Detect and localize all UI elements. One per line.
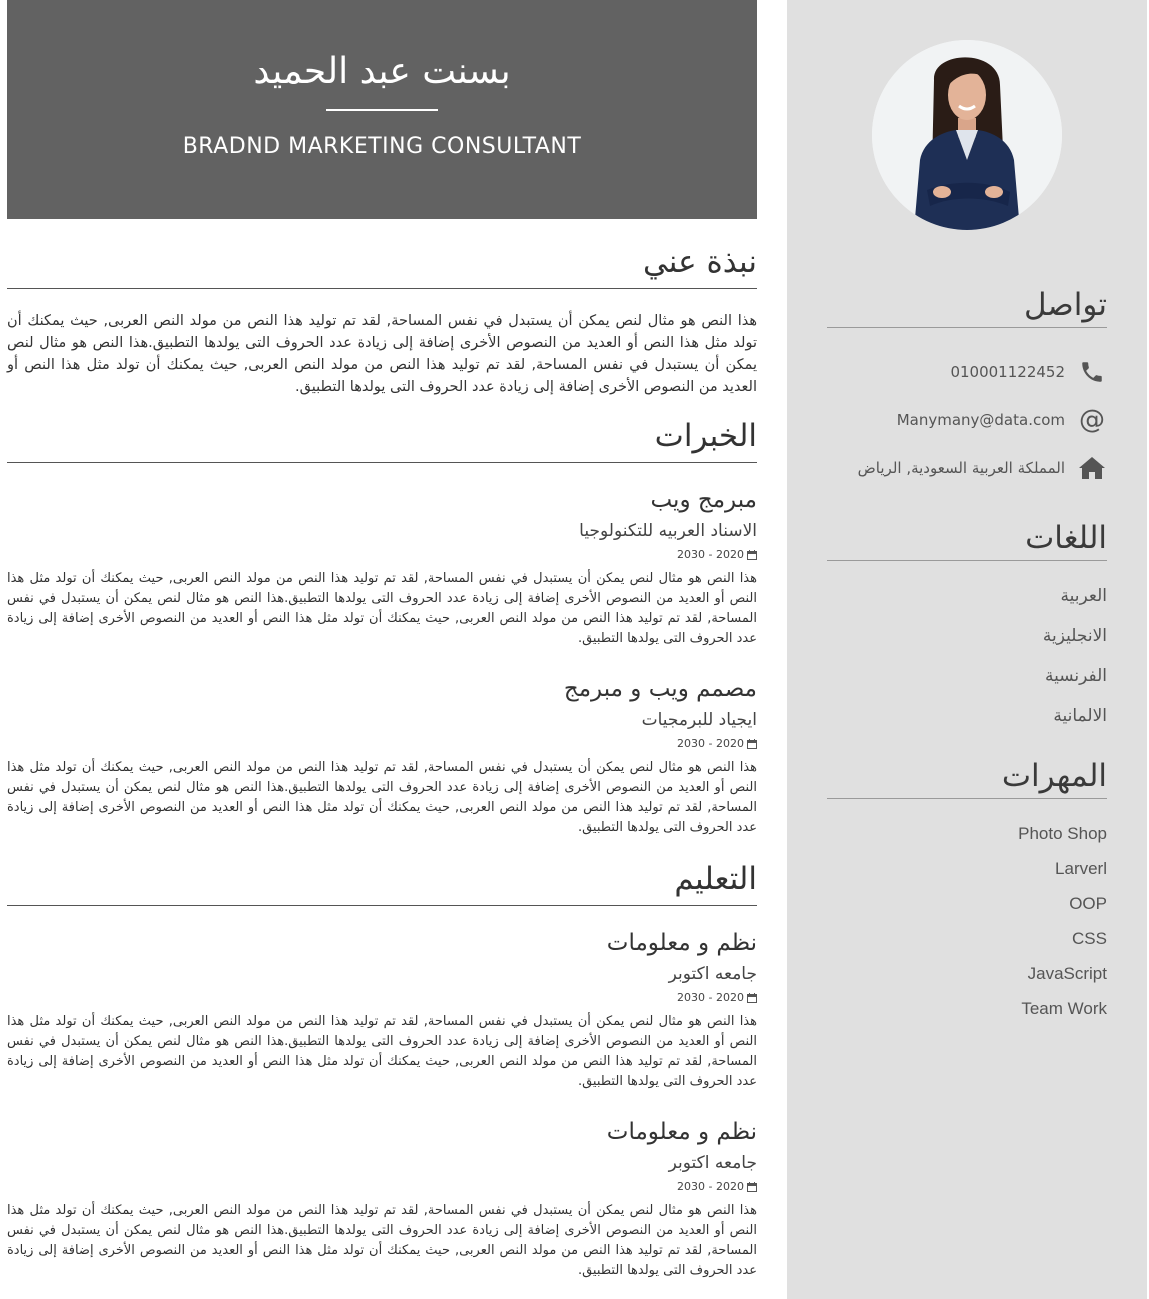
skill-item: Team Work [1021,999,1107,1018]
skill-item: JavaScript [1027,964,1107,983]
sidebar [787,0,1147,1299]
calendar-icon [747,1182,757,1192]
skill-item: Photo Shop [1018,824,1107,843]
person-photo-icon [872,40,1062,230]
date-range [7,734,757,754]
degree-title: نظم و معلومات [606,930,757,956]
education-description: هذا النص هو مثال لنص يمكن أن يستبدل في نفس المساحة, لقد تم توليد هذا النص من مولد النص العربى, حيث يمكنك أن تولد مثل هذا النص أو العديد من النصوص الأخرى إضافة إلى زيادة عدد الحروف التى يولدها التطبيق.هذا النص هو مثال لنص يمكن أن يستبدل في نفس المساحة, لقد تم توليد هذا النص من مولد النص العربى, حيث يمكنك أن تولد مثل هذا النص أو العديد من النصوص الأخرى إضافة إلى زيادة عدد الحروف التى يولدها التطبيق. [7,1203,757,1278]
date-text: 2020 - 2030 [677,1180,744,1193]
job-description: هذا النص هو مثال لنص يمكن أن يستبدل في نفس المساحة, لقد تم توليد هذا النص من مولد النص العربى, حيث يمكنك أن تولد مثل هذا النص أو العديد من النصوص الأخرى إضافة إلى زيادة عدد الحروف التى يولدها التطبيق.هذا النص هو مثال لنص يمكن أن يستبدل في نفس المساحة, لقد تم توليد هذا النص من مولد النص العربى, حيث يمكنك أن تولد مثل هذا النص أو العديد من النصوص الأخرى إضافة إلى زيادة عدد الحروف التى يولدها التطبيق. [7,760,757,835]
contact-phone[interactable] [827,348,1107,396]
education-item [7,926,757,1092]
home-address: المملكة العربية السعودية, الرياض [857,459,1065,477]
calendar-icon [747,550,757,560]
university-name: جامعه اكتوبر [668,964,757,984]
date-range [7,1177,757,1197]
date-range [7,545,757,565]
education-section [7,857,757,1281]
calendar-icon [747,993,757,1003]
header-divider [326,109,438,111]
skills-section [827,756,1107,1026]
job-title: مصمم ويب و مبرمج [563,676,757,702]
about-text: هذا النص هو مثال لنص يمكن أن يستبدل في نفس المساحة, لقد تم توليد هذا النص من مولد النص العربى, حيث يمكنك أن تولد مثل هذا النص أو العديد من النصوص الأخرى إضافة إلى زيادة عدد الحروف التى يولدها التطبيق.هذا النص هو مثال لنص يمكن أن يستبدل في نفس المساحة, لقد تم توليد هذا النص من مولد النص العربى, حيث يمكنك أن تولد مثل هذا النص أو العديد من النصوص الأخرى إضافة إلى زيادة عدد الحروف التى يولدها التطبيق. [7,313,757,395]
contact-address [827,444,1107,492]
date-text: 2020 - 2030 [677,991,744,1004]
svg-text:@: @ [1079,406,1105,434]
skill-item: CSS [1072,929,1107,948]
experience-section [7,414,757,838]
calendar-icon [747,739,757,749]
languages-section [827,518,1107,736]
job-description: هذا النص هو مثال لنص يمكن أن يستبدل في نفس المساحة, لقد تم توليد هذا النص من مولد النص العربى, حيث يمكنك أن تولد مثل هذا النص أو العديد من النصوص الأخرى إضافة إلى زيادة عدد الحروف التى يولدها التطبيق.هذا النص هو مثال لنص يمكن أن يستبدل في نفس المساحة, لقد تم توليد هذا النص من مولد النص العربى, حيث يمكنك أن تولد مثل هذا النص أو العديد من النصوص الأخرى إضافة إلى زيادة عدد الحروف التى يولدها التطبيق. [7,571,757,646]
phone-icon [1077,357,1107,387]
language-item: الانجليزية [1042,626,1107,646]
education-description: هذا النص هو مثال لنص يمكن أن يستبدل في نفس المساحة, لقد تم توليد هذا النص من مولد النص العربى, حيث يمكنك أن تولد مثل هذا النص أو العديد من النصوص الأخرى إضافة إلى زيادة عدد الحروف التى يولدها التطبيق.هذا النص هو مثال لنص يمكن أن يستبدل في نفس المساحة, لقد تم توليد هذا النص من مولد النص العربى, حيث يمكنك أن تولد مثل هذا النص أو العديد من النصوص الأخرى إضافة إلى زيادة عدد الحروف التى يولدها التطبيق. [7,1014,757,1089]
date-text: 2020 - 2030 [677,737,744,750]
language-item: العربية [1060,586,1107,606]
company-name: ايجياد للبرمجيات [641,710,757,730]
profile-photo [872,40,1062,230]
university-name: جامعه اكتوبر [668,1153,757,1173]
job-role: BRADND MARKETING CONSULTANT [182,134,582,159]
education-title: التعليم [7,857,757,906]
skills-title: المهرات [827,756,1107,799]
experience-item [7,672,757,838]
contact-section [827,285,1107,492]
date-range [7,988,757,1008]
about-title: نبذة عني [7,240,757,289]
job-title: مبرمج ويب [650,487,757,513]
skill-item: OOP [1069,894,1107,913]
experience-title: الخبرات [7,414,757,463]
company-name: الاسناد العربيه للتكنولوجيا [579,521,757,541]
about-section [7,240,757,398]
email-address: Manymany@data.com [896,411,1065,429]
contact-email[interactable] [827,396,1107,444]
person-name: بسنت عبد الحميد [253,51,511,92]
date-text: 2020 - 2030 [677,548,744,561]
skill-item: Larverl [1055,859,1107,878]
at-icon [1077,405,1107,435]
languages-title: اللغات [827,518,1107,561]
home-icon [1077,453,1107,483]
degree-title: نظم و معلومات [606,1119,757,1145]
language-item: الالمانية [1053,706,1107,726]
experience-item [7,483,757,649]
language-item: الفرنسية [1044,666,1107,686]
contact-title: تواصل [827,285,1107,328]
phone-number: 010001122452 [950,363,1065,381]
resume-header [7,0,757,219]
education-item [7,1115,757,1281]
